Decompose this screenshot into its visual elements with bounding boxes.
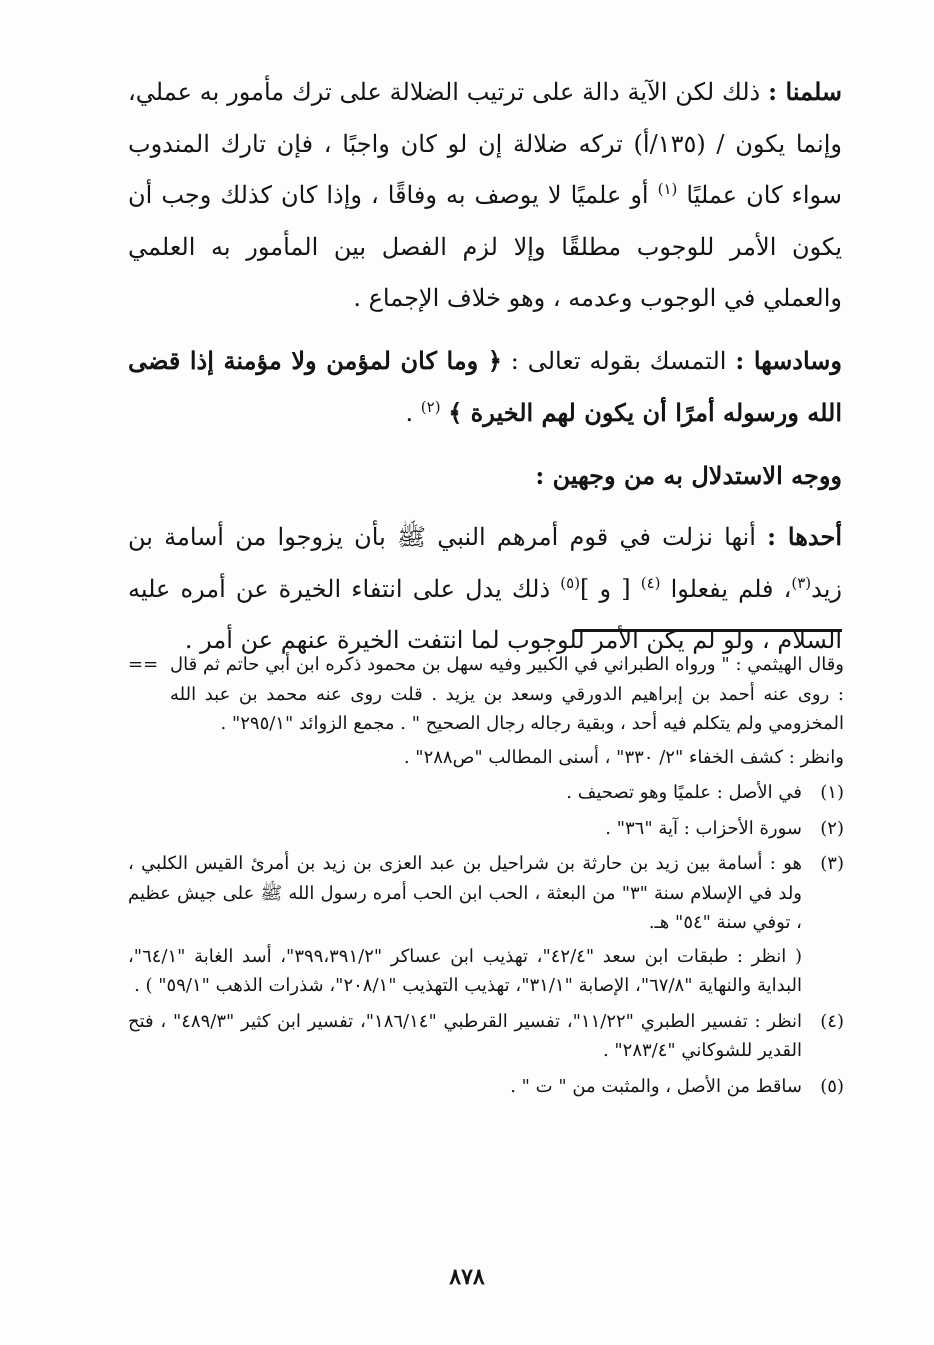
page-number: ٨٧٨	[449, 1264, 485, 1290]
paragraph-3-lead: أحدها :	[767, 522, 842, 551]
paragraph-2-text: التمسك بقوله تعالى :	[501, 346, 736, 375]
paragraph-3	[128, 511, 842, 667]
continuation-marker: ==	[128, 654, 159, 675]
footnote-2-number: (٢)	[820, 817, 844, 839]
footnote-4-number: (٤)	[820, 1010, 844, 1032]
paragraph-1-text: ذلك لكن الآية دالة على ترتيب الضلالة على ترك مأمور به عملي، وإنما يكون / (١٣٥/أ) تركه ضلالة إن لو كان واجبًا ، فإن تارك المندوب سواء كان عمليًا	[128, 78, 843, 209]
paragraph-2-lead: وسادسها :	[735, 345, 842, 375]
footnote-4-text: انظر : تفسير الطبري "١١/٢٢"، تفسير القرطبي "١٨٦/١٤"، تفسير ابن كثير "٤٨٩/٣" ، فتح القدير للشوكاني "٢٨٣/٤" .	[128, 1010, 802, 1061]
paragraph-3-text-4: ذلك يدل على انتفاء الخيرة عن أمره عليه السلام ، ولو لم يكن الأمر للوجوب لما انتفت الخيرة عنهم عن أمر .	[128, 574, 842, 654]
footnote-3-text: هو : أسامة بين زيد بن حارثة بن شراحيل بن عبد العزى بن زيد بن أمرئ القيس الكلبي ، ولد في الإسلام سنة "٣" من البعثة ، الحب ابن الحب أمره رسول الله ﷺ على جيش عظيم ، توفي سنة "٥٤" هـ.	[128, 853, 802, 933]
footnote-ref-3: (٣)	[791, 573, 812, 592]
footnote-4	[128, 1007, 844, 1066]
paragraph-2	[128, 335, 842, 440]
footnote-continued	[128, 650, 844, 772]
paragraph-1-text-2: أو علميًا لا يوصف به وفاقًا ، وإذا كان كذلك وجب أن يكون الأمر للوجوب مطلقًا وإلا لزم الفصل بين المأمور به العلمي والعملي في الوجوب وعدمه ، وهو خلاف الإجماع .	[128, 181, 842, 312]
paragraph-3-text-3: [ و ]	[580, 574, 641, 603]
footnote-2-text: سورة الأحزاب : آية "٣٦" .	[605, 817, 802, 839]
paragraph-1	[128, 66, 842, 325]
footnote-1-text: في الأصل : علميًا وهو تصحيف .	[566, 782, 802, 803]
paragraph-1-lead: سلمنا :	[768, 77, 842, 106]
footnote-3-body	[128, 849, 802, 1001]
footnote-5	[128, 1072, 844, 1102]
paragraph-2-end: .	[405, 399, 421, 427]
main-text	[128, 66, 842, 667]
footnote-ref-4: (٤)	[640, 573, 661, 592]
footnote-continued-body	[170, 650, 844, 772]
section-heading: ووجه الاستدلال به من وجهين :	[535, 460, 842, 490]
footnote-continued-sub: وانظر : كشف الخفاء "٢/ ٣٣٠" ، أسنى المطالب "ص٢٨٨" .	[403, 746, 844, 768]
paragraph-3-text-2: ، فلم يفعلوا	[660, 574, 792, 603]
footnote-1	[128, 778, 844, 808]
footnote-ref-2: (٢)	[420, 398, 441, 416]
quran-verse: ﴿ وما كان لمؤمن ولا مؤمنة إذا قضى الله ورسوله أمرًا أن يكون لهم الخيرة ﴾	[128, 345, 842, 427]
footnote-ref-1: (١)	[657, 180, 678, 198]
footnote-divider	[574, 629, 842, 632]
footnote-1-number: (١)	[820, 782, 844, 803]
footnote-3	[128, 849, 844, 1001]
footnote-5-number: (٥)	[820, 1075, 844, 1097]
footnote-3-number: (٣)	[820, 853, 844, 874]
paragraph-3-text: أنها نزلت في قوم أمرهم النبي ﷺ بأن يزوجوا من أسامة بن زيد	[128, 523, 843, 603]
footnote-2	[128, 814, 844, 844]
footnote-3-sources: ( انظر : طبقات ابن سعد "٤٢/٤"، تهذيب ابن عساكر "٣٩٩،٣٩١/٢"، أسد الغابة "٦٤/١"، البداية والنهاية "٦٧/٨"، الإصابة "٣١/١"، تهذيب التهذيب "٢٠٨/١"، شذرات الذهب "٥٩/١" ) .	[128, 945, 802, 996]
footnote-ref-5: (٥)	[560, 573, 581, 592]
footnote-continued-text: وقال الهيثمي : " ورواه الطبراني في الكبير وفيه سهل بن محمود ذكره ابن أبي حاتم ثم قال : روى عنه أحمد بن إبراهيم الدورقي وسعد بن يزيد . قلت روى عنه محمد بن عبد الله المخزومي ولم يتكلم فيه أحد ، وبقية رجاله رجال الصحيح " . مجمع الزوائد "٢٩٥/١" .	[170, 654, 844, 734]
footnote-5-text: ساقط من الأصل ، والمثبت من " ت " .	[510, 1075, 802, 1097]
footnotes	[128, 650, 844, 1107]
